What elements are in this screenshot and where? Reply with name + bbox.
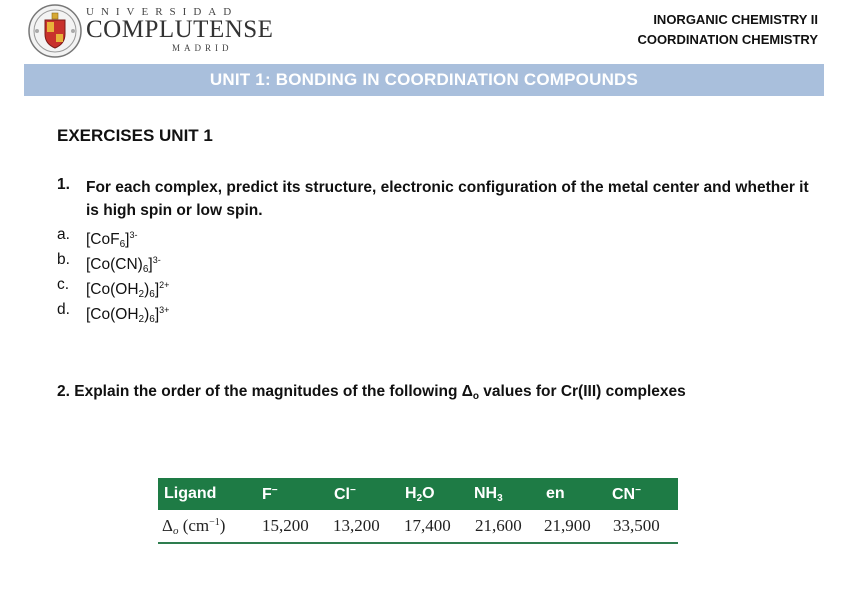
table-values-row bbox=[158, 510, 678, 544]
table-header-label: Ligand bbox=[164, 485, 217, 502]
unit-title: UNIT 1: BONDING IN COORDINATION COMPOUNDS bbox=[209, 70, 639, 89]
option-b bbox=[57, 249, 817, 274]
value-cell: 13,200 bbox=[333, 516, 380, 535]
course-subtitle: COORDINATION CHEMISTRY bbox=[637, 32, 818, 47]
complex-formula: $[Co(OH_2)_6]^{3+}$ bbox=[86, 305, 170, 325]
value-cell: 33,500 bbox=[613, 516, 660, 535]
ligand-cell: en bbox=[546, 485, 565, 502]
table-header-row bbox=[158, 478, 678, 510]
ligand-cell: $NH_3$ bbox=[474, 484, 503, 504]
value-cell: 15,200 bbox=[262, 516, 309, 535]
question-1-text: For each complex, predict its structure, electronic configuration of the metal center and whether it is high spin or low spin. bbox=[86, 179, 809, 219]
logo-line-universidad: UNIVERSIDAD bbox=[86, 6, 239, 18]
logo-line-complutense: COMPLUTENSE bbox=[86, 16, 274, 43]
question-2-number: 2 bbox=[57, 383, 66, 400]
ligand-cell: F− bbox=[262, 484, 278, 503]
course-info bbox=[637, 10, 818, 50]
university-seal-icon bbox=[28, 4, 82, 58]
course-title: INORGANIC CHEMISTRY II bbox=[653, 12, 818, 27]
option-label: b. bbox=[57, 251, 70, 268]
value-cell: 21,600 bbox=[475, 516, 522, 535]
delta-o-table bbox=[158, 478, 678, 544]
option-a bbox=[57, 224, 817, 249]
question-2: 2. Explain the order of the magnitudes of the following $\Delta_o$ values for Cr(III) complexes bbox=[57, 383, 686, 402]
value-cell: 21,900 bbox=[544, 516, 591, 535]
ligand-cell: $H_2O$ bbox=[405, 484, 435, 504]
logo-line-madrid: MADRID bbox=[172, 43, 233, 53]
question-1 bbox=[57, 176, 817, 324]
ligand-cell: CN− bbox=[612, 484, 641, 503]
ligand-cell: Cl− bbox=[334, 484, 356, 503]
exercises-title: EXERCISES UNIT 1 bbox=[57, 126, 213, 145]
question-1-options bbox=[57, 224, 817, 324]
row-label: $\Delta_o$ $(cm^{-1})$ bbox=[162, 515, 226, 537]
option-label: d. bbox=[57, 301, 70, 318]
value-cell: 17,400 bbox=[404, 516, 451, 535]
complex-formula: $[Co(OH_2)_6]^{2+}$ bbox=[86, 280, 170, 300]
university-logo bbox=[28, 4, 274, 60]
option-label: c. bbox=[57, 276, 70, 293]
option-c bbox=[57, 274, 817, 299]
option-d bbox=[57, 299, 817, 324]
unit-title-bar bbox=[24, 64, 824, 96]
question-1-number: 1. bbox=[57, 176, 70, 193]
complex-formula: $[Co(CN)_6]^{3-}$ bbox=[86, 255, 161, 275]
complex-formula: $[CoF_6]^{3-}$ bbox=[86, 230, 138, 250]
option-label: a. bbox=[57, 226, 70, 243]
